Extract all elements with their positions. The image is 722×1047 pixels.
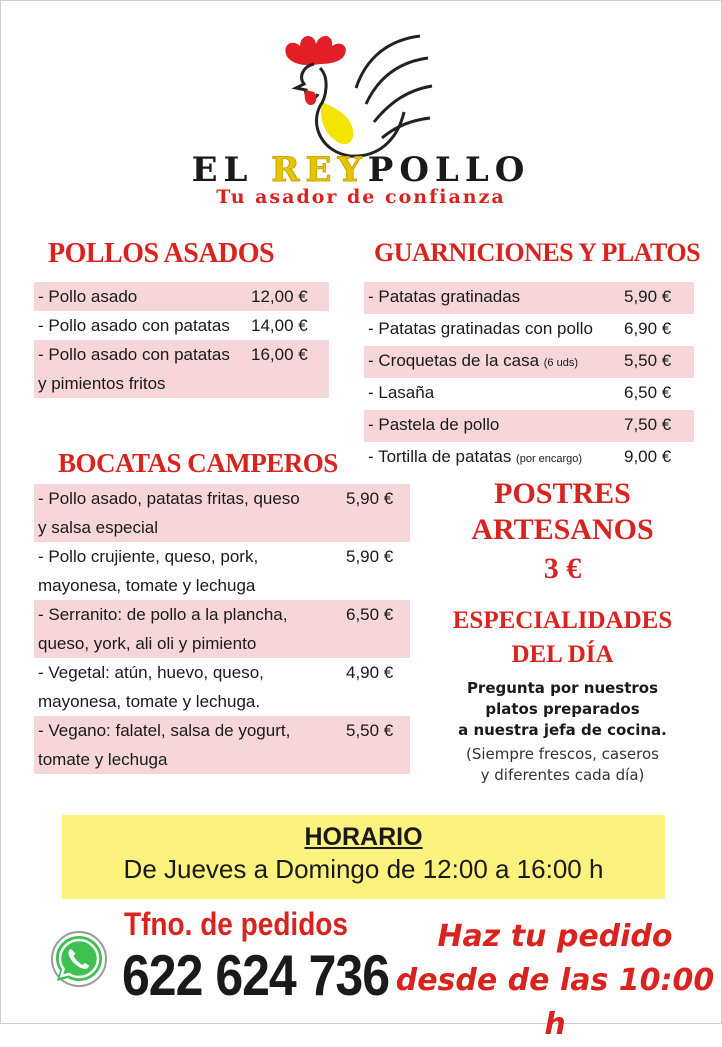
especialidades-title: ESPECIALIDADES DEL DÍA — [452, 607, 673, 668]
menu-item — [364, 346, 694, 378]
horario-box — [62, 815, 665, 899]
bocatas-list — [34, 484, 410, 774]
brand-rey: REY — [271, 150, 368, 190]
menu-item — [364, 410, 694, 442]
item-price: 4,90 € — [346, 663, 394, 682]
horario-title: HORARIO — [304, 823, 423, 851]
item-price: 6,90 € — [624, 319, 672, 338]
horario-text: De Jueves a Domingo de 12:00 a 16:00 h — [123, 854, 604, 884]
guarniciones-title: GUARNICIONES Y PLATOS — [374, 238, 701, 267]
postres-price: 3 € — [543, 552, 582, 585]
pollos-list — [34, 282, 329, 398]
menu-item — [34, 600, 410, 658]
brand-el: EL — [191, 150, 272, 190]
item-price: 12,00 € — [251, 287, 308, 306]
item-name: - Serranito: de pollo a la plancha, queso, york, ali oli y pimiento — [38, 605, 288, 653]
menu-item — [34, 658, 410, 716]
item-price: 5,50 € — [624, 351, 672, 370]
menu-item — [364, 442, 694, 474]
brand-pollo: POLLO — [367, 150, 531, 190]
bocatas-title: BOCATAS CAMPEROS — [58, 448, 338, 478]
item-name: - Pollo asado, patatas fritas, queso y salsa especial — [38, 489, 300, 537]
item-price: 14,00 € — [251, 316, 308, 335]
whatsapp-icon — [48, 928, 110, 990]
menu-item — [364, 314, 694, 346]
menu-item — [34, 340, 329, 398]
item-price: 5,90 € — [624, 287, 672, 306]
menu-item — [34, 311, 329, 340]
menu-item — [364, 282, 694, 314]
item-name: - Vegetal: atún, huevo, queso, mayonesa, tomate y lechuga. — [38, 663, 264, 711]
pedidos-phone[interactable]: 622 624 736 — [122, 943, 390, 1008]
item-name: - Patatas gratinadas con pollo — [368, 319, 593, 338]
item-name: - Tortilla de patatas (por encargo) — [368, 447, 583, 466]
pedidos-label: Tfno. de pedidos — [124, 906, 348, 942]
item-name: - Croquetas de la casa (6 uds) — [368, 351, 579, 370]
especialidades-text: Pregunta por nuestros platos preparados a nuestra jefa de cocina. — [458, 679, 667, 739]
item-name: - Vegano: falatel, salsa de yogurt, tomate y lechuga — [38, 721, 291, 769]
brand-name — [0, 150, 722, 190]
postres-title: POSTRES ARTESANOS — [471, 477, 654, 546]
menu-item — [364, 378, 694, 410]
brand-tagline: Tu asador de confianza — [216, 186, 506, 208]
menu-item — [34, 716, 410, 774]
item-price: 6,50 € — [346, 605, 394, 624]
item-price: 9,00 € — [624, 447, 672, 466]
menu-item — [34, 282, 329, 311]
item-price: 5,90 € — [346, 489, 394, 508]
item-name: - Pollo crujiente, queso, pork, mayonesa, tomate y lechuga — [38, 547, 259, 595]
item-price: 5,50 € — [346, 721, 394, 740]
item-name: - Pollo asado — [38, 287, 138, 306]
especialidades-sub: (Siempre frescos, caseros y diferentes cada día) — [466, 745, 659, 784]
item-name: - Pollo asado con patatas y pimientos fritos — [38, 345, 230, 393]
menu-item — [34, 542, 410, 600]
item-name: - Patatas gratinadas — [368, 287, 521, 306]
item-name: - Pastela de pollo — [368, 415, 500, 434]
menu-item — [34, 484, 410, 542]
item-name: - Pollo asado con patatas — [38, 316, 230, 335]
haz-pedido-text: Haz tu pedido desde de las 10:00 h — [395, 919, 715, 1042]
item-name: - Lasaña — [368, 383, 435, 402]
rooster-logo-icon — [270, 28, 440, 168]
item-price: 5,90 € — [346, 547, 394, 566]
item-price: 6,50 € — [624, 383, 672, 402]
pollos-title: POLLOS ASADOS — [48, 238, 275, 269]
item-price: 7,50 € — [624, 415, 672, 434]
item-price: 16,00 € — [251, 345, 308, 364]
guarniciones-list — [364, 282, 694, 474]
